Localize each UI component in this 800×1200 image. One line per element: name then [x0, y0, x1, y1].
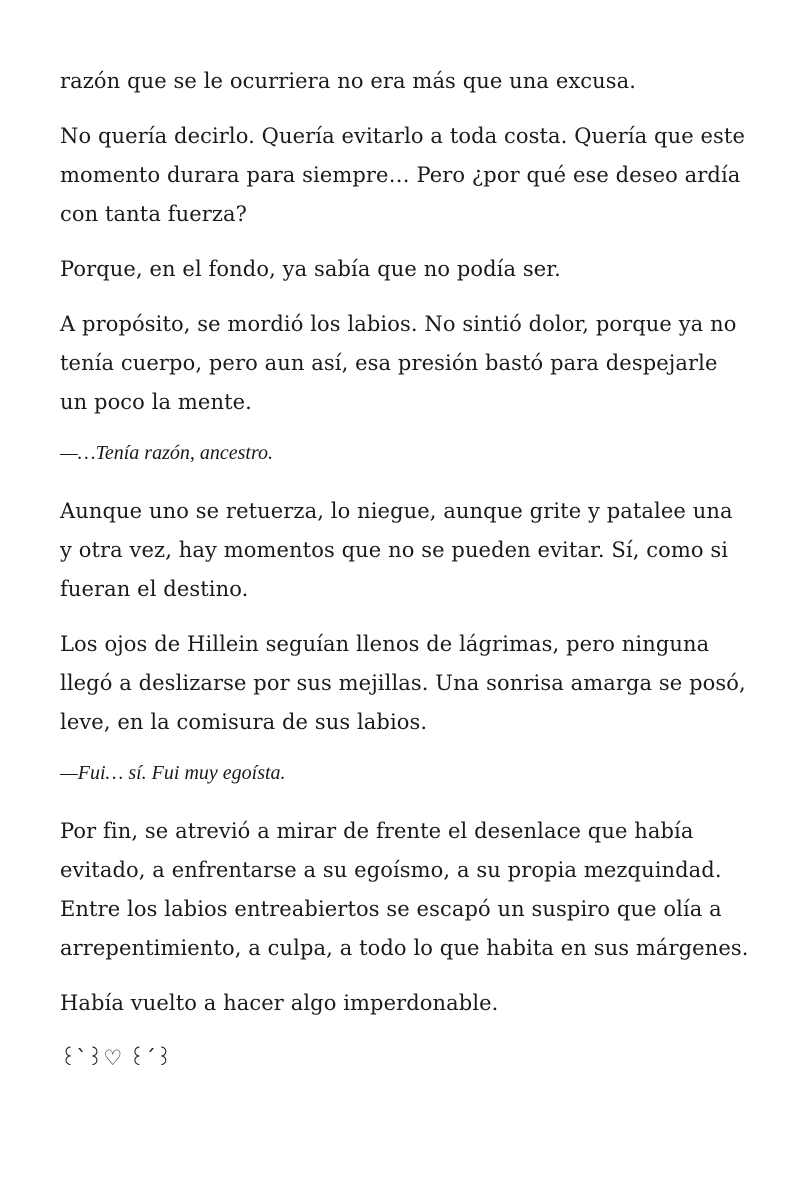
ornament-emoticon: ꒰`꒱♡ ꒰´꒱ [60, 1046, 173, 1070]
dialogue-line: —…Tenía razón, ancestro. [60, 442, 273, 464]
document-body [60, 62, 750, 1078]
paragraph: razón que se le ocurriera no era más que una excusa. [60, 69, 637, 93]
paragraph: Por fin, se atrevió a mirar de frente el desenlace que había evitado, a enfrentarse a su egoísmo, a su propia mezquindad. Entre los labios entreabiertos se escapó un suspiro que olía a arrepentimiento, a culpa, a todo lo que habita en sus márgenes. [60, 819, 749, 960]
paragraph: A propósito, se mordió los labios. No sintió dolor, porque ya no tenía cuerpo, pero aun así, esa presión bastó para despejarle un poco la mente. [60, 312, 737, 414]
paragraph: Los ojos de Hillein seguían llenos de lágrimas, pero ninguna llegó a deslizarse por sus mejillas. Una sonrisa amarga se posó, leve, en la comisura de sus labios. [60, 632, 746, 734]
paragraph: Había vuelto a hacer algo imperdonable. [60, 991, 499, 1015]
paragraph: Aunque uno se retuerza, lo niegue, aunque grite y patalee una y otra vez, hay momentos que no se pueden evitar. Sí, como si fueran el destino. [60, 499, 733, 601]
dialogue-line: —Fui… sí. Fui muy egoísta. [60, 762, 286, 784]
paragraph: No quería decirlo. Quería evitarlo a toda costa. Quería que este momento durara para siempre… Pero ¿por qué ese deseo ardía con tanta fuerza? [60, 124, 745, 226]
paragraph: Porque, en el fondo, ya sabía que no podía ser. [60, 257, 561, 281]
